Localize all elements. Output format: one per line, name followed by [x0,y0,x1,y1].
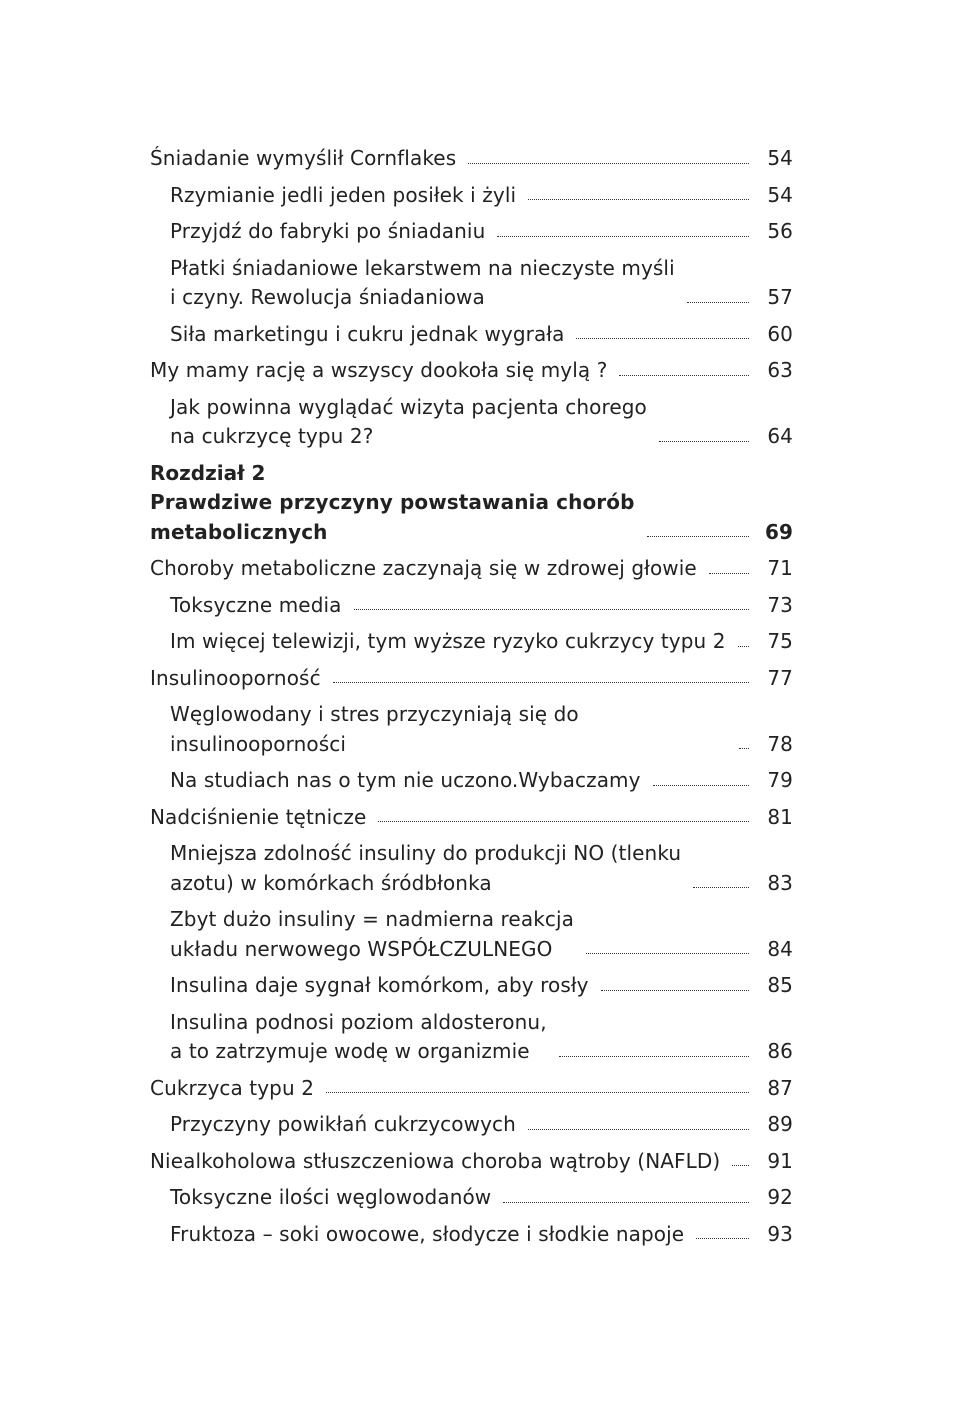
entry-title-line: Przyjdź do fabryki po śniadaniu [170,219,486,243]
entry-title [170,1008,547,1067]
toc-subentry [150,905,793,964]
entry-title [170,1183,491,1213]
page-number: 83 [767,870,793,895]
toc-subentry [150,766,793,796]
chapter-label: Rozdział 2 [150,460,266,485]
entry-title-line: Rzymianie jedli jeden posiłek i żyli [170,182,517,207]
toc-subentry [150,1110,793,1140]
dot-leader [503,1202,749,1203]
dot-leader [619,375,749,376]
dot-leader [333,682,749,683]
chapter-heading [150,459,793,548]
entry-title [150,554,697,584]
entry-title-line: Na studiach nas o tym nie uczono.Wybaczamy [170,768,641,792]
dot-leader [378,821,749,822]
entry-title-line: Siła marketingu i cukru jednak wygrała [170,321,565,346]
dot-leader [559,1056,749,1057]
page-number: 54 [767,182,793,207]
page-number: 73 [767,592,793,617]
page-number: 60 [767,321,793,346]
chapter-title-line: Prawdziwe przyczyny powstawania chorób [150,490,635,514]
entry-title [150,1074,314,1104]
dot-leader [687,302,749,303]
entry-title-line: Mniejsza zdolność insuliny do produkcji NO (tlenku [170,841,682,865]
dot-leader [354,609,749,610]
entry-title-line: Cukrzyca typu 2 [150,1075,315,1100]
page-number: 56 [767,219,793,243]
entry-title [170,766,641,796]
dot-leader [326,1092,749,1093]
entry-title [170,393,647,452]
toc-subentry [150,254,793,313]
dot-leader [738,646,749,647]
entry-title-line: układu nerwowego WSPÓŁCZULNEGO [170,936,553,961]
entry-title [170,971,589,1001]
dot-leader [709,573,749,574]
toc-subentry [150,591,793,621]
toc-entry [150,803,793,833]
entry-title-line: Jak powinna wyglądać wizyta pacjenta chorego [170,394,647,419]
chapter-title [150,488,635,547]
page-number: 71 [767,556,793,580]
dot-leader [601,990,749,991]
chapter-title-line: metabolicznych [150,519,328,544]
entry-title [150,803,366,833]
page-number: 57 [767,285,793,309]
dot-leader [576,338,749,339]
dot-leader [696,1238,749,1239]
toc-subentry [150,181,793,211]
dot-leader [497,236,749,237]
entry-title-line: Insulina podnosi poziom aldosteronu, [170,1009,547,1034]
page-number: 77 [767,665,793,690]
entry-title-line: Choroby metaboliczne zaczynają się w zdrowej głowie [150,556,697,580]
page-number: 63 [767,358,793,382]
toc-subentry [150,217,793,247]
toc-subentry [150,320,793,350]
entry-title-line: Toksyczne ilości węglowodanów [170,1185,492,1209]
toc-entry [150,664,793,694]
entry-title-line: My mamy rację a wszyscy dookoła się mylą ? [150,358,608,382]
page-number: 78 [767,731,793,756]
entry-title-line: Płatki śniadaniowe lekarstwem na nieczyste myśli [170,255,675,280]
toc-entry [150,356,793,386]
entry-title-line: Im więcej telewizji, tym wyższe ryzyko cukrzycy typu 2 [170,629,726,653]
entry-title-line: Insulinooporność [150,665,321,690]
entry-title-line: azotu) w komórkach śródbłonka [170,870,492,895]
entry-title-line: Zbyt dużo insuliny = nadmierna reakcja [170,907,574,931]
entry-title [150,664,321,694]
entry-title [150,356,607,386]
dot-leader [647,536,749,537]
entry-title [170,320,564,350]
entry-title-line: Niealkoholowa stłuszczeniowa choroba wątroby (NAFLD) [150,1148,721,1173]
dot-leader [693,887,749,888]
toc-subentry [150,393,793,452]
entry-title-line: Nadciśnienie tętnicze [150,804,367,829]
toc-entry [150,1074,793,1104]
dot-leader [659,441,749,442]
entry-title [170,181,516,211]
page-number: 84 [767,936,793,961]
dot-leader [739,748,749,749]
dot-leader [586,953,749,954]
entry-title-line: Węglowodany i stres przyczyniają się do insulinooporności [170,702,579,756]
page-number: 86 [767,1039,793,1063]
dot-leader [468,163,749,164]
entry-title [150,144,456,174]
page-number: 79 [767,768,793,792]
entry-title [170,905,574,964]
toc-subentry [150,971,793,1001]
entry-title [170,217,485,247]
dot-leader [732,1165,749,1166]
entry-title-line: na cukrzycę typu 2? [170,424,374,448]
entry-title-line: Śniadanie wymyślił Cornflakes [150,146,457,170]
entry-title-line: Insulina daje sygnał komórkom, aby rosły [170,973,589,997]
chapter-title-row [150,488,793,547]
table-of-contents [150,144,793,1256]
page-number: 89 [767,1112,793,1136]
entry-title [150,1147,720,1177]
entry-title [170,591,342,621]
toc-subentry [150,839,793,898]
toc-entry [150,1147,793,1177]
entry-title [170,700,727,759]
page-number: 64 [767,424,793,448]
page-number: 81 [767,804,793,829]
toc-entry [150,554,793,584]
entry-title [170,1110,516,1140]
entry-title [170,627,726,657]
toc-entry [150,144,793,174]
toc-subentry [150,1008,793,1067]
page-number: 92 [767,1185,793,1209]
page-number: 87 [767,1075,793,1100]
dot-leader [528,199,749,200]
entry-title-line: a to zatrzymuje wodę w organizmie [170,1039,530,1063]
entry-title [170,839,681,898]
page-number: 75 [767,629,793,653]
entry-title-line: Toksyczne media [170,592,342,617]
page-number: 93 [767,1221,793,1246]
dot-leader [653,785,749,786]
page-number: 85 [767,973,793,997]
dot-leader [528,1129,749,1130]
page-number: 91 [767,1148,793,1173]
toc-subentry [150,1183,793,1213]
entry-title [170,1220,684,1250]
entry-title [170,254,675,313]
page-number: 69 [764,519,793,544]
entry-title-line: i czyny. Rewolucja śniadaniowa [170,285,485,309]
entry-title-line: Przyczyny powikłań cukrzycowych [170,1112,516,1136]
toc-subentry [150,700,793,759]
page-number: 54 [767,146,793,170]
entry-title-line: Fruktoza – soki owocowe, słodycze i słodkie napoje [170,1221,685,1246]
toc-subentry [150,1220,793,1250]
toc-subentry [150,627,793,657]
